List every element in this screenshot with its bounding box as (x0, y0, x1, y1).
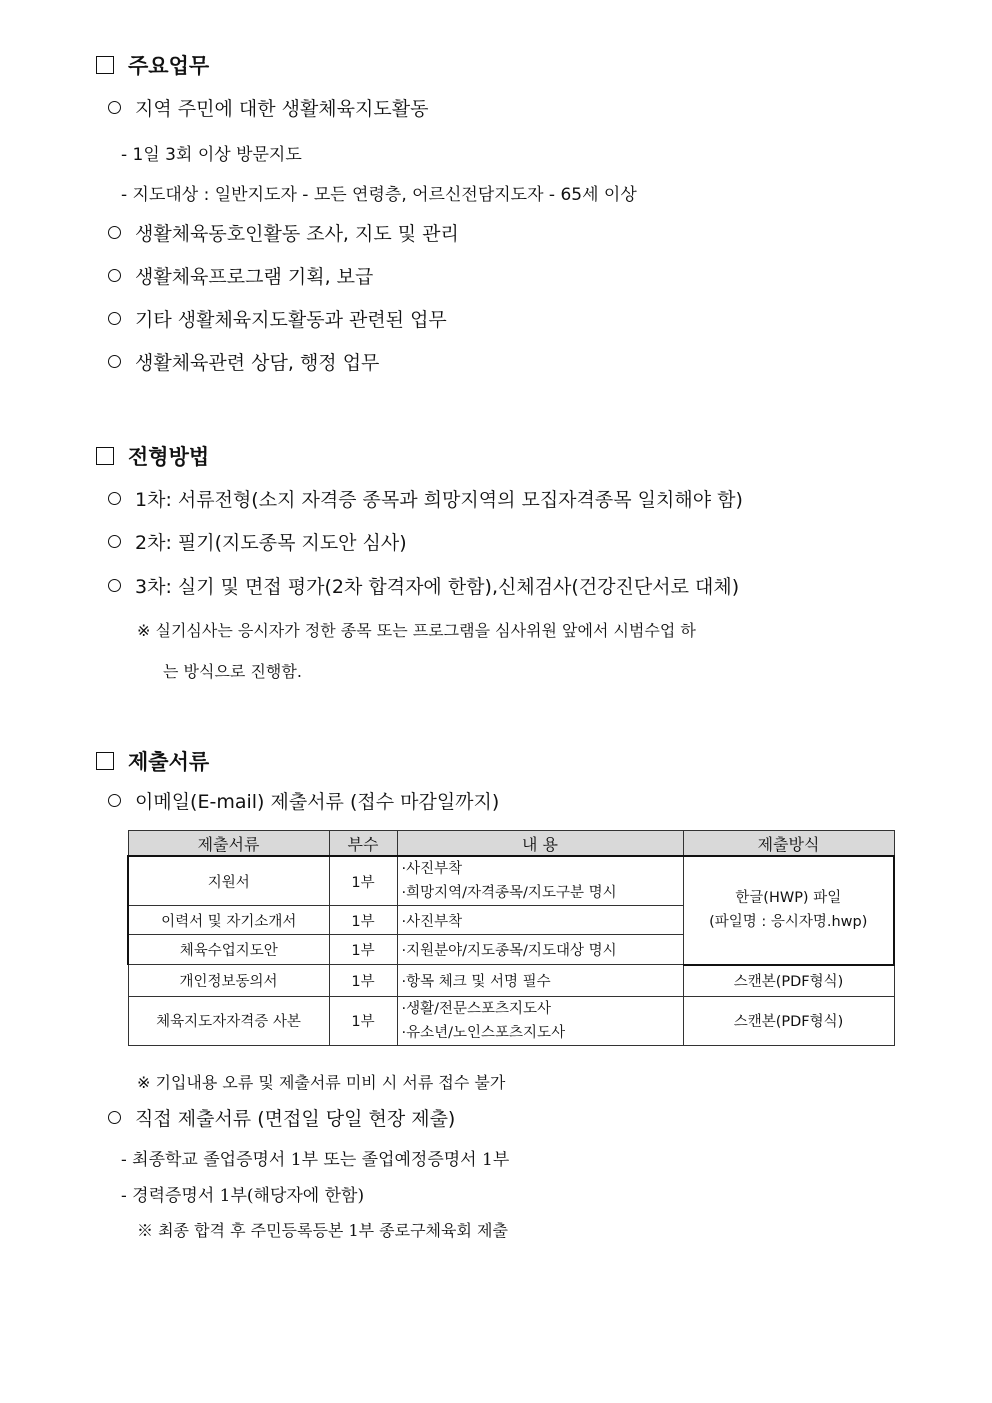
cell-method: 스캔본(PDF형식) (683, 996, 894, 1045)
duty-sub-item: - 1일 3회 이상 방문지도 (121, 145, 302, 165)
table-row (128, 965, 894, 997)
cell-document-name: 개인정보동의서 (128, 965, 329, 997)
table-row (128, 856, 894, 906)
cell-merged-method: 한글(HWP) 파일 (파일명 : 응시자명.hwp) (683, 856, 894, 965)
cell-content: ·생활/전문스포츠지도사 ·유소년/노인스포츠지도사 (397, 996, 683, 1045)
circle-bullet-icon (108, 535, 121, 548)
checkbox-square-icon (96, 447, 114, 465)
circle-bullet-icon (108, 355, 121, 368)
cell-content: ·사진부착 (397, 906, 683, 935)
selection-item: 3차: 실기 및 면접 평가(2차 합격자에 한함),신체검사(건강진단서로 대체) (108, 572, 739, 599)
selection-note-continued: 는 방식으로 진행함. (163, 662, 302, 681)
duty-sub-item: - 지도대상 : 일반지도자 - 모든 연령층, 어르신전담지도자 - 65세 이상 (121, 185, 637, 205)
cell-document-name: 이력서 및 자기소개서 (128, 906, 329, 935)
circle-bullet-icon (108, 794, 121, 807)
col-header-count: 부수 (329, 831, 397, 857)
cell-count: 1부 (329, 965, 397, 997)
email-documents-heading: 이메일(E-mail) 제출서류 (접수 마감일까지) (108, 787, 499, 814)
documents-table (127, 830, 895, 1046)
circle-bullet-icon (108, 269, 121, 282)
circle-bullet-icon (108, 101, 121, 114)
cell-content: ·지원분야/지도종목/지도대상 명시 (397, 935, 683, 965)
circle-bullet-icon (108, 312, 121, 325)
direct-document-item: - 최종학교 졸업증명서 1부 또는 졸업예정증명서 1부 (121, 1150, 510, 1170)
circle-bullet-icon (108, 226, 121, 239)
cell-document-name: 지원서 (128, 856, 329, 906)
cell-method: 스캔본(PDF형식) (683, 965, 894, 997)
duty-item: 생활체육관련 상담, 행정 업무 (108, 348, 379, 375)
section-heading-duties: 주요업무 (96, 50, 209, 80)
table-header-row (128, 831, 894, 857)
cell-document-name: 체육수업지도안 (128, 935, 329, 965)
cell-count: 1부 (329, 856, 397, 906)
duty-item: 기타 생활체육지도활동과 관련된 업무 (108, 305, 447, 332)
col-header-content: 내 용 (397, 831, 683, 857)
cell-count: 1부 (329, 996, 397, 1045)
selection-item: 2차: 필기(지도종목 지도안 심사) (108, 528, 407, 555)
duty-item: 생활체육프로그램 기획, 보급 (108, 262, 373, 289)
cell-count: 1부 (329, 906, 397, 935)
duty-item: 생활체육동호인활동 조사, 지도 및 관리 (108, 219, 459, 246)
circle-bullet-icon (108, 579, 121, 592)
cell-content: ·항목 체크 및 서명 필수 (397, 965, 683, 997)
table-row (128, 996, 894, 1045)
circle-bullet-icon (108, 492, 121, 505)
cell-content: ·사진부착 ·희망지역/자격종목/지도구분 명시 (397, 856, 683, 906)
direct-document-item: - 경력증명서 1부(해당자에 한함) (121, 1186, 365, 1206)
cell-count: 1부 (329, 935, 397, 965)
duty-item: 지역 주민에 대한 생활체육지도활동 (108, 94, 428, 121)
col-header-method: 제출방식 (683, 831, 894, 857)
checkbox-square-icon (96, 56, 114, 74)
final-note: ※ 최종 합격 후 주민등록등본 1부 종로구체육회 제출 (137, 1221, 508, 1240)
section-heading-documents: 제출서류 (96, 746, 209, 776)
circle-bullet-icon (108, 1111, 121, 1124)
selection-note: ※ 실기심사는 응시자가 정한 종목 또는 프로그램을 심사위원 앞에서 시범수업 하 (137, 621, 696, 640)
selection-item: 1차: 서류전형(소지 자격증 종목과 희망지역의 모집자격종목 일치해야 함) (108, 485, 743, 512)
col-header-document: 제출서류 (128, 831, 329, 857)
section-heading-selection: 전형방법 (96, 441, 209, 471)
checkbox-square-icon (96, 752, 114, 770)
table-note: ※ 기입내용 오류 및 제출서류 미비 시 서류 접수 불가 (137, 1073, 506, 1092)
cell-document-name: 체육지도자자격증 사본 (128, 996, 329, 1045)
direct-documents-heading: 직접 제출서류 (면접일 당일 현장 제출) (108, 1104, 455, 1131)
